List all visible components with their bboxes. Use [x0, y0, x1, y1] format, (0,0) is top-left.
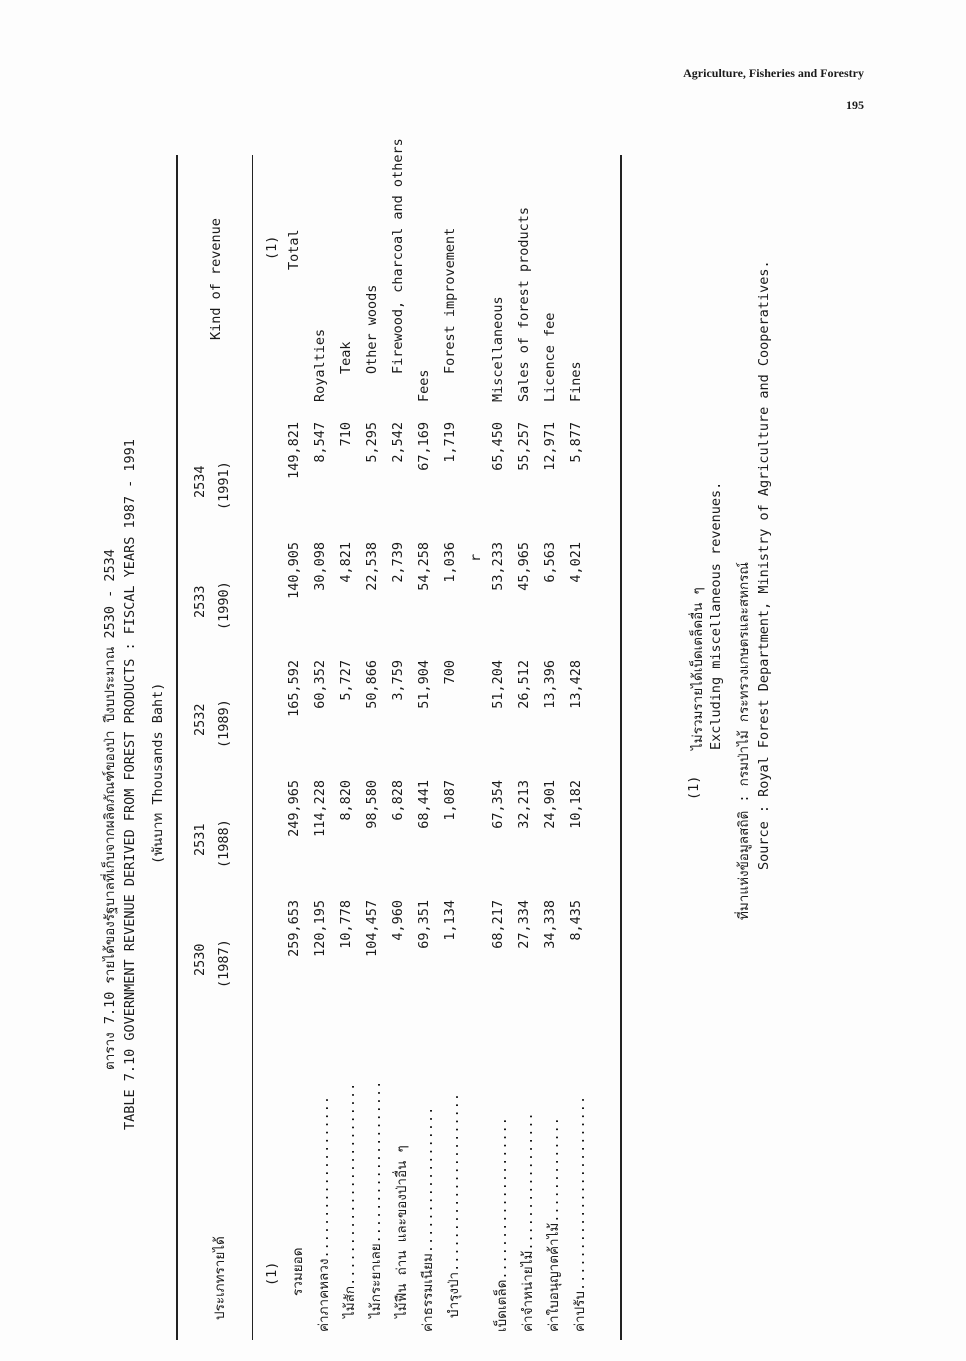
cell-value: 8,435	[568, 900, 584, 941]
cell-value: 30,098	[312, 542, 328, 591]
year-ce-5: (1991)	[216, 461, 232, 510]
revised-marker: r	[468, 553, 484, 562]
row-label-th: ค่าใบอนุญาตค้าไม้.............	[546, 1117, 562, 1332]
row-label-en: Forest improvement	[442, 227, 458, 374]
cell-value: 5,877	[568, 422, 584, 463]
year-ce-2: (1988)	[216, 819, 232, 868]
cell-value: 34,338	[542, 900, 558, 949]
table-title-th: ตาราง 7.10 รายได้ของรัฐบาลที่เก็บจากผลิตภัณฑ์ของป่า ปีงบประมาณ 2530 - 2534	[102, 549, 118, 1070]
cell-value: 165,592	[286, 660, 302, 717]
header-rule	[252, 155, 253, 1340]
row-label-th: ไม้ฟืน ถ่าน และของป่าอื่น ๆ	[394, 1145, 410, 1318]
source-th: ที่มาแห่งข้อมูลสถิติ : กรมป่าไม้ กระทรวงเกษตรและสหกรณ์	[736, 562, 752, 920]
cell-value: 4,821	[338, 542, 354, 583]
table-unit: (พันบาท Thousands Baht)	[150, 682, 166, 864]
cell-value: 1,719	[442, 422, 458, 463]
rotated-table-block	[80, 100, 800, 1340]
cell-value: 3,759	[390, 660, 406, 701]
row-label-en: Firewood, charcoal and others	[390, 138, 406, 374]
year-be-1: 2530	[192, 943, 208, 976]
table-row	[312, 100, 338, 1340]
table-row	[364, 100, 390, 1340]
row-label-th: เบ็ดเตล็ด....................	[494, 1117, 510, 1332]
row-label-en: Fees	[416, 369, 432, 402]
note-marker-th: (1)	[264, 1261, 280, 1286]
source-en: Source : Royal Forest Department, Ministry of Agriculture and Cooperatives.	[756, 260, 772, 870]
cell-value: 68,217	[490, 900, 506, 949]
cell-value: 710	[338, 422, 354, 447]
table-title-en: TABLE 7.10 GOVERNMENT REVENUE DERIVED FROM FOREST PRODUCTS : FISCAL YEARS 1987 - 1991	[122, 439, 138, 1130]
cell-value: 24,901	[542, 780, 558, 829]
cell-value: 120,195	[312, 900, 328, 957]
cell-value: 54,258	[416, 542, 432, 591]
cell-value: 4,021	[568, 542, 584, 583]
row-label-th: ค่าธรรมเนียม..................	[420, 1106, 436, 1332]
cell-value: 13,428	[568, 660, 584, 709]
table-row	[490, 100, 516, 1340]
cell-value: 13,396	[542, 660, 558, 709]
cell-value: 98,580	[364, 780, 380, 829]
cell-value: 249,965	[286, 780, 302, 837]
table-row	[516, 100, 542, 1340]
cell-value: 45,965	[516, 542, 532, 591]
cell-value: 65,450	[490, 422, 506, 471]
cell-value: 55,257	[516, 422, 532, 471]
cell-value: 26,512	[516, 660, 532, 709]
cell-value: 69,351	[416, 900, 432, 949]
row-label-en: Total	[286, 229, 302, 270]
cell-value: 6,563	[542, 542, 558, 583]
cell-value: 27,334	[516, 900, 532, 949]
row-label-th: ค่าปรับ........................	[572, 1095, 588, 1332]
year-ce-3: (1989)	[216, 699, 232, 748]
row-label-th: ค่าจำหน่ายไม้.................	[520, 1112, 536, 1332]
cell-value: 2,542	[390, 422, 406, 463]
row-label-th: บำรุงป่า......................	[446, 1093, 462, 1318]
cell-value: 12,971	[542, 422, 558, 471]
cell-value: 140,905	[286, 542, 302, 599]
cell-value: 68,441	[416, 780, 432, 829]
note-marker-en: (1)	[264, 235, 280, 260]
cell-value: 259,653	[286, 900, 302, 957]
row-label-th: ไม้กระยาเลย....................	[368, 1080, 384, 1318]
cell-value: 4,960	[390, 900, 406, 941]
cell-value: 5,295	[364, 422, 380, 463]
year-be-3: 2532	[192, 703, 208, 736]
cell-value: 149,821	[286, 422, 302, 479]
cell-value: 1,036	[442, 542, 458, 583]
cell-value: 700	[442, 660, 458, 685]
cell-value: 53,233	[490, 542, 506, 591]
table-row	[338, 100, 364, 1340]
year-be-5: 2534	[192, 465, 208, 498]
table-top-rule	[176, 155, 178, 1340]
cell-value: 10,778	[338, 900, 354, 949]
cell-value: 60,352	[312, 660, 328, 709]
cell-value: 67,169	[416, 422, 432, 471]
row-label-en: Teak	[338, 341, 354, 374]
row-label-th: รวมยอด	[290, 1247, 306, 1296]
year-ce-1: (1987)	[216, 939, 232, 988]
table-row	[568, 100, 594, 1340]
year-be-2: 2531	[192, 823, 208, 856]
row-label-en: Other woods	[364, 284, 380, 374]
cell-value: 10,182	[568, 780, 584, 829]
running-header-section: Agriculture, Fisheries and Forestry	[683, 66, 864, 80]
table-bottom-rule	[620, 155, 622, 1340]
cell-value: 51,904	[416, 660, 432, 709]
cell-value: 5,727	[338, 660, 354, 701]
table-row	[416, 100, 442, 1340]
column-header-th: ประเภทรายได้	[212, 1236, 228, 1320]
row-label-th: ค่าภาคหลวง....................	[316, 1095, 332, 1332]
footnote-1-th: ไม่รวมรายได้เบ็ดเตล็ดอื่น ๆ	[690, 587, 706, 750]
table-row	[286, 100, 312, 1340]
column-header-en: Kind of revenue	[208, 218, 224, 340]
table-row	[542, 100, 568, 1340]
row-label-en: Fines	[568, 361, 584, 402]
cell-value: 8,820	[338, 780, 354, 821]
row-label-th: ไม้สัก.........................	[342, 1082, 358, 1318]
cell-value: 104,457	[364, 900, 380, 957]
cell-value: 114,228	[312, 780, 328, 837]
table-row	[390, 100, 416, 1340]
row-label-en: Miscellaneous	[490, 296, 506, 402]
cell-value: 6,828	[390, 780, 406, 821]
cell-value: 2,739	[390, 542, 406, 583]
cell-value: 1,087	[442, 780, 458, 821]
year-ce-4: (1990)	[216, 581, 232, 630]
cell-value: 1,134	[442, 900, 458, 941]
cell-value: 8,547	[312, 422, 328, 463]
row-label-en: Sales of forest products	[516, 206, 532, 402]
row-label-en: Royalties	[312, 328, 328, 402]
page-number: 195	[846, 98, 864, 112]
row-label-en: Licence fee	[542, 312, 558, 402]
table-row	[442, 100, 468, 1340]
cell-value: 32,213	[516, 780, 532, 829]
cell-value: 22,538	[364, 542, 380, 591]
year-be-4: 2533	[192, 585, 208, 618]
footnote-1-en: Excluding miscellaneous revenues.	[708, 481, 724, 750]
footnote-marker: (1)	[686, 775, 702, 800]
cell-value: 67,354	[490, 780, 506, 829]
cell-value: 51,204	[490, 660, 506, 709]
cell-value: 50,866	[364, 660, 380, 709]
